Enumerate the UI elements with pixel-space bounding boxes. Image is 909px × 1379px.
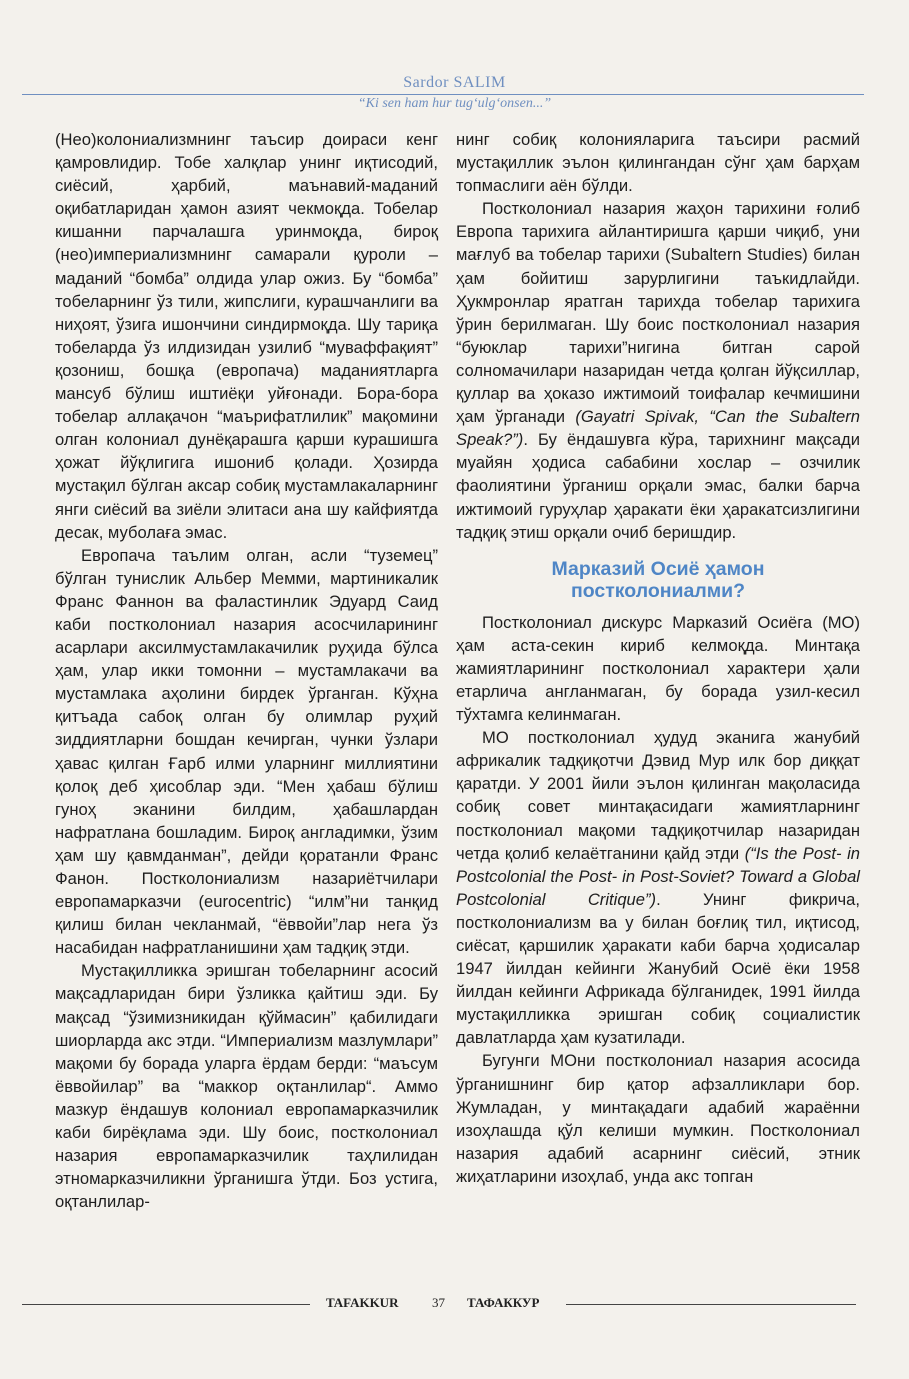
paragraph (456, 197, 860, 543)
paragraph: Бугунги МОни постколониал назария асосида ўрганишнинг бир қатор афзалликлари бор. Жумладан, у минтақадаги адабий жараённи изоҳлашда қўл келиши мумкин. Постколониал назария адабий асарнинг сиёсий, этник жиҳатларини изоҳлаб, унда акс топган (456, 1051, 860, 1186)
paragraph-text: МО постколониал ҳудуд эканига жанубий африкалик тадқиқотчи Дэвид Мур илк бор диққат қаратди. У 2001 йили эълон қилинган мақоласида собиқ совет минтақасидаги жамиятларнинг постколониал мақоми тадқиқотчилар назаридан четда қолиб келаётганини қайд этди (456, 728, 860, 863)
paragraph-text: . Бу ёндашувга кўра, тарихнинг мақсади муайян ҳодиса сабабини хослар – озчилик фаолиятини ўрганиш орқали эмас, балки барча ижтимоий гуруҳлар ҳаракати ёки ҳаракатсизлигини тадқиқ этиш орқали очиб беришдир. (456, 430, 860, 542)
header-rule (22, 94, 864, 95)
citation: (“Is the Post- in Postcolonial the Post- in Post-Soviet? Toward a Global Postcolonial Critique”) (456, 843, 860, 909)
paragraph: Мустақилликка эришган тобеларнинг асосий мақсадларидан бири ўзликка қайтиш эди. Бу мақсад “ўзимизникидан қўймасин” қабилидаги шиорларда акс этди. “Империализм мазлумлари” мақоми бу борада уларга ёрдам берди: “маъсум ёввойилар” ва “маккор оқтанлилар“. Аммо мазкур ёндашув колониал европамарказчилик каби бирёқлама эди. Шу боис, постколониал назария европамарказчилик таҳлилидан этномарказчиликни ўрганишга ўтди. Боз устига, оқтанлилар- (55, 961, 438, 1212)
paragraph (456, 726, 860, 1049)
running-header-author: Sardor SALIM (403, 74, 506, 91)
paragraph-text: . Унинг фикрича, постколониализм ва у билан боғлиқ тил, иқтисод, сиёсат, қаршилик ҳаракати каби барча ҳодисалар 1947 йилдан кейинги Жанубий Осиё ёки 1958 йилдан кейинги Африкада бўлганидек, 1991 йилда мустақилликка эришган собиқ социалистик давлатларда ҳам кузатилади. (456, 889, 860, 1048)
page-number: 37 (432, 1295, 445, 1310)
page-footer (0, 1293, 909, 1317)
left-column (55, 128, 438, 1213)
section-heading (456, 558, 860, 602)
running-header-subtitle: “Ki sen ham hur tug‘ulg‘onsen...” (357, 96, 552, 111)
paragraph-text: Постколониал назария жаҳон тарихини ғолиб Европа тарихига айлантиришга қарши чиқиб, уни мағлуб ва тобелар тарихи (Subaltern Studies) билан ҳам бойитиш зарурлигини таъкидлайди. Ҳукмронлар яратган тарихда тобелар тарихига ўрин берилмаган. Шу боис постколониал назария “буюклар тарихи”нигина битган сарой солномачилари назаридан четда қолган йўқсиллар, қуллар ва ҳоказо ижтимоий тоифалар кечмишини ҳам ўрганади (456, 199, 860, 427)
paragraph: Европача таълим олган, асли “туземец” бўлган тунислик Альбер Мемми, мартиникалик Франс Фаннон ва фаластинлик Эдуард Саид каби постколониал назария асосчиларининг асарлари аксилмустамлакачилик руҳида бўлса ҳам, улар икки томонни – мустамлакачи ва мустамлака аҳолини бирдек ўрганган. Кўҳна қитъада сабоқ олган бу олимлар руҳий зиддиятларни бошдан кечирган, чунки ўзлари ҳавас қилган Ғарб илми уларнинг миллиятини қолоқ деб ҳисоблар эди. “Мен ҳабаш бўлиш гуноҳ эканини билдим, ҳабашлардан нафратлана бошладим. Бироқ англадимки, ўзим ҳам шу қавмданман”, дейди қоратанли Франс Фанон. Постколониализм назариётчилари европамарказчи (eurocentric) “илм”ни танқид қилиш билан чекланмай, “ёввойи”лар нега ўз насабидан нафратланишини ҳам тадқиқ этди. (55, 545, 438, 958)
paragraph: (Нео)колониализмнинг таъсир доираси кенг қамровлидир. Тобе халқлар унинг иқтисодий, сиёсий, ҳарбий, маънавий-маданий оқибатларидан ҳамон азият чекмоқда. Тобелар кишанни парчалашга уринмоқда, бироқ (нео)империализмнинг самарали қуроли – маданий “бомба” олдида улар ожиз. Бу “бомба” тобеларнинг ўз тили, жипслиги, курашчанлиги ва ниҳоят, ўзига ишончини синдирмоқда. Шу тариқа тобеларда ўз илдизидан узилиб “муваффақият” қозониш, бошқа (европача) маданиятларга мансуб бўлиш иштиёқи уйғонади. Бора-бора тобелар аллақачон “маърифатлилик” мақомини олган колониал дунёқарашга қарши курашишга ҳожат йўқлигига ишониб қолади. Ҳозирда мустақил бўлган аксар собиқ мустамлакаларнинг янги сиёсий ва зиёли элитаси ана шу кайфиятда десак, муболаға эмас. (55, 130, 438, 542)
right-column (456, 128, 860, 1188)
footer-rule (566, 1304, 856, 1305)
paragraph: нинг собиқ колонияларига таъсири расмий мустақиллик эълон қилингандан сўнг ҳам барҳам топмаслиги аён бўлди. (456, 130, 860, 196)
footer-rule (22, 1304, 310, 1305)
section-heading-line: Марказий Осиё ҳамон (551, 557, 765, 580)
section-heading-line: постколониалми? (570, 579, 746, 602)
paragraph: Постколониал дискурс Марказий Осиёга (МО) ҳам аста-секин кириб келмоқда. Минтақа жамиятларининг постколониал характери ҳали етарлича англанмаган, бу борада узил-кесил тўхтамга келинмаган. (456, 612, 860, 725)
citation: (Gayatri Spivak, “Can the Subaltern Speak?”) (456, 407, 860, 450)
footer-journal-cyrillic: ТАФАККУР (467, 1295, 540, 1310)
footer-journal-latin: TAFAKKUR (326, 1295, 399, 1310)
